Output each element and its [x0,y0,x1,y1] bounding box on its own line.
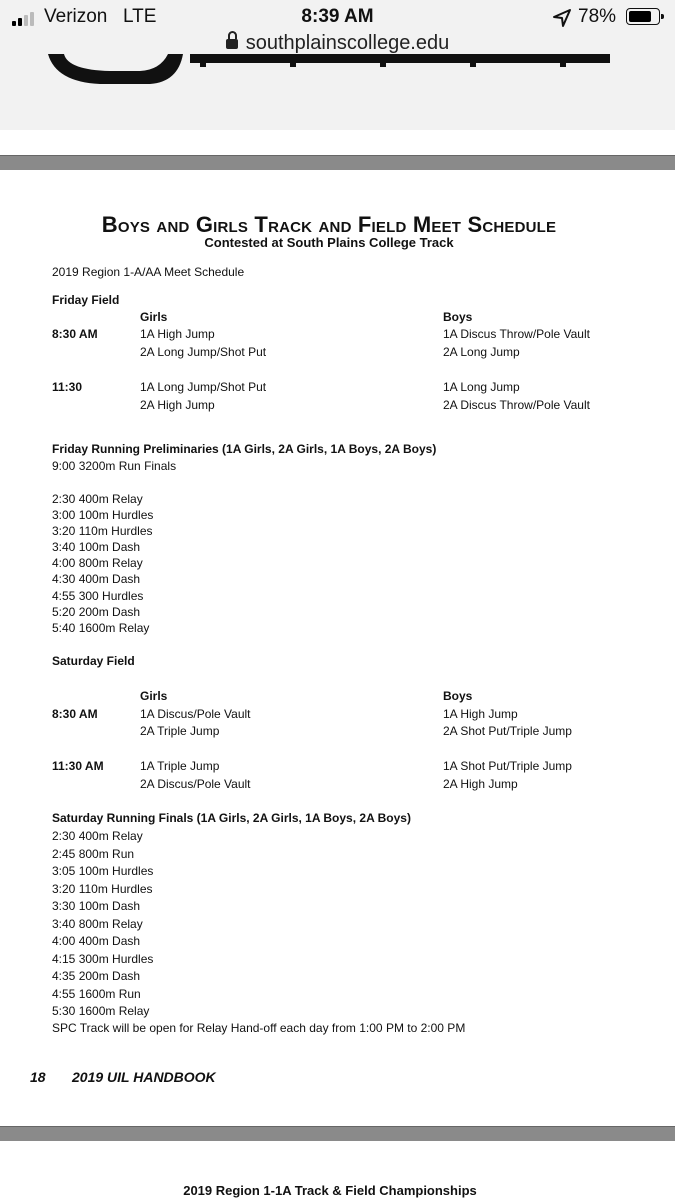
friday-running-heading: Friday Running Preliminaries (1A Girls, 2A Girls, 1A Boys, 2A Boys) [52,442,437,456]
saturday-time-1: 8:30 AM [52,707,98,721]
document-subtitle: Contested at South Plains College Track [204,235,454,250]
friday-running-first-event: 9:00 3200m Run Finals [52,459,177,473]
friday-time-1: 8:30 AM [52,327,98,341]
friday-boys-label: Boys [443,310,473,324]
address-bar[interactable] [0,32,675,55]
friday-running-event: 4:00 800m Relay [52,556,143,570]
friday-running-event: 3:20 110m Hurdles [52,524,153,538]
saturday-boys-label: Boys [443,689,473,703]
friday-boys-event: 1A Discus Throw/Pole Vault [443,327,590,341]
location-arrow-icon [552,8,572,28]
saturday-running-event: 3:05 100m Hurdles [52,864,154,878]
saturday-running-event: 5:30 1600m Relay [52,1004,150,1018]
college-logo-banner [0,54,675,90]
friday-girls-event: 1A Long Jump/Shot Put [140,380,267,394]
saturday-time-2: 11:30 AM [52,759,104,773]
saturday-boys-event: 1A Shot Put/Triple Jump [443,759,572,773]
saturday-girls-event: 1A Discus/Pole Vault [140,707,251,721]
url-text: southplainscollege.edu [245,32,450,54]
friday-girls-event: 1A High Jump [140,327,215,341]
saturday-running-event: 3:20 110m Hurdles [52,882,153,896]
network-type: LTE [123,6,157,27]
saturday-field-heading: Saturday Field [52,654,135,668]
pdf-page [0,170,675,1126]
battery-percentage: 78% [578,6,617,27]
friday-time-2: 11:30 [52,380,83,394]
friday-boys-event: 2A Long Jump [443,345,520,359]
saturday-running-event: 4:35 200m Dash [52,969,141,983]
handbook-label: 2019 UIL HANDBOOK [72,1069,216,1085]
lock-icon [226,36,238,50]
friday-running-event: 2:30 400m Relay [52,492,143,506]
saturday-running-event: 2:45 800m Run [52,847,135,861]
clock: 8:39 AM [301,6,374,27]
friday-field-heading: Friday Field [52,293,120,307]
saturday-running-event: 3:40 800m Relay [52,917,143,931]
saturday-running-event: 4:15 300m Hurdles [52,952,154,966]
page-number: 18 [30,1069,46,1085]
friday-running-event: 4:30 400m Dash [52,572,141,586]
friday-running-event: 5:20 200m Dash [52,605,141,619]
next-page-title: 2019 Region 1-1A Track & Field Championships [183,1183,477,1198]
document-title: Boys and Girls Track and Field Meet Schedule [101,212,557,237]
friday-girls-event: 2A High Jump [140,398,215,412]
saturday-girls-event: 1A Triple Jump [140,759,220,773]
saturday-running-heading: Saturday Running Finals (1A Girls, 2A Girls, 1A Boys, 2A Boys) [52,811,411,825]
saturday-girls-label: Girls [140,689,168,703]
schedule-name: 2019 Region 1-A/AA Meet Schedule [52,265,245,279]
friday-running-event: 5:40 1600m Relay [52,621,150,635]
relay-handoff-note: SPC Track will be open for Relay Hand-off each day from 1:00 PM to 2:00 PM [52,1021,466,1035]
page-divider [0,1126,675,1141]
saturday-girls-event: 2A Discus/Pole Vault [140,777,251,791]
page-divider [0,155,675,170]
carrier-name: Verizon [44,6,108,27]
friday-running-event: 4:55 300 Hurdles [52,589,144,603]
friday-girls-event: 2A Long Jump/Shot Put [140,345,267,359]
saturday-boys-event: 2A Shot Put/Triple Jump [443,724,572,738]
friday-running-event: 3:40 100m Dash [52,540,141,554]
saturday-running-event: 4:55 1600m Run [52,987,141,1001]
saturday-running-event: 3:30 100m Dash [52,899,141,913]
saturday-running-event: 4:00 400m Dash [52,934,141,948]
saturday-running-event: 2:30 400m Relay [52,829,143,843]
status-bar [0,0,675,36]
friday-running-event: 3:00 100m Hurdles [52,508,154,522]
friday-boys-event: 2A Discus Throw/Pole Vault [443,398,590,412]
saturday-girls-event: 2A Triple Jump [140,724,220,738]
saturday-boys-event: 1A High Jump [443,707,518,721]
battery-icon [626,8,660,25]
friday-boys-event: 1A Long Jump [443,380,520,394]
browser-chrome [0,0,675,130]
friday-girls-label: Girls [140,310,168,324]
saturday-boys-event: 2A High Jump [443,777,518,791]
